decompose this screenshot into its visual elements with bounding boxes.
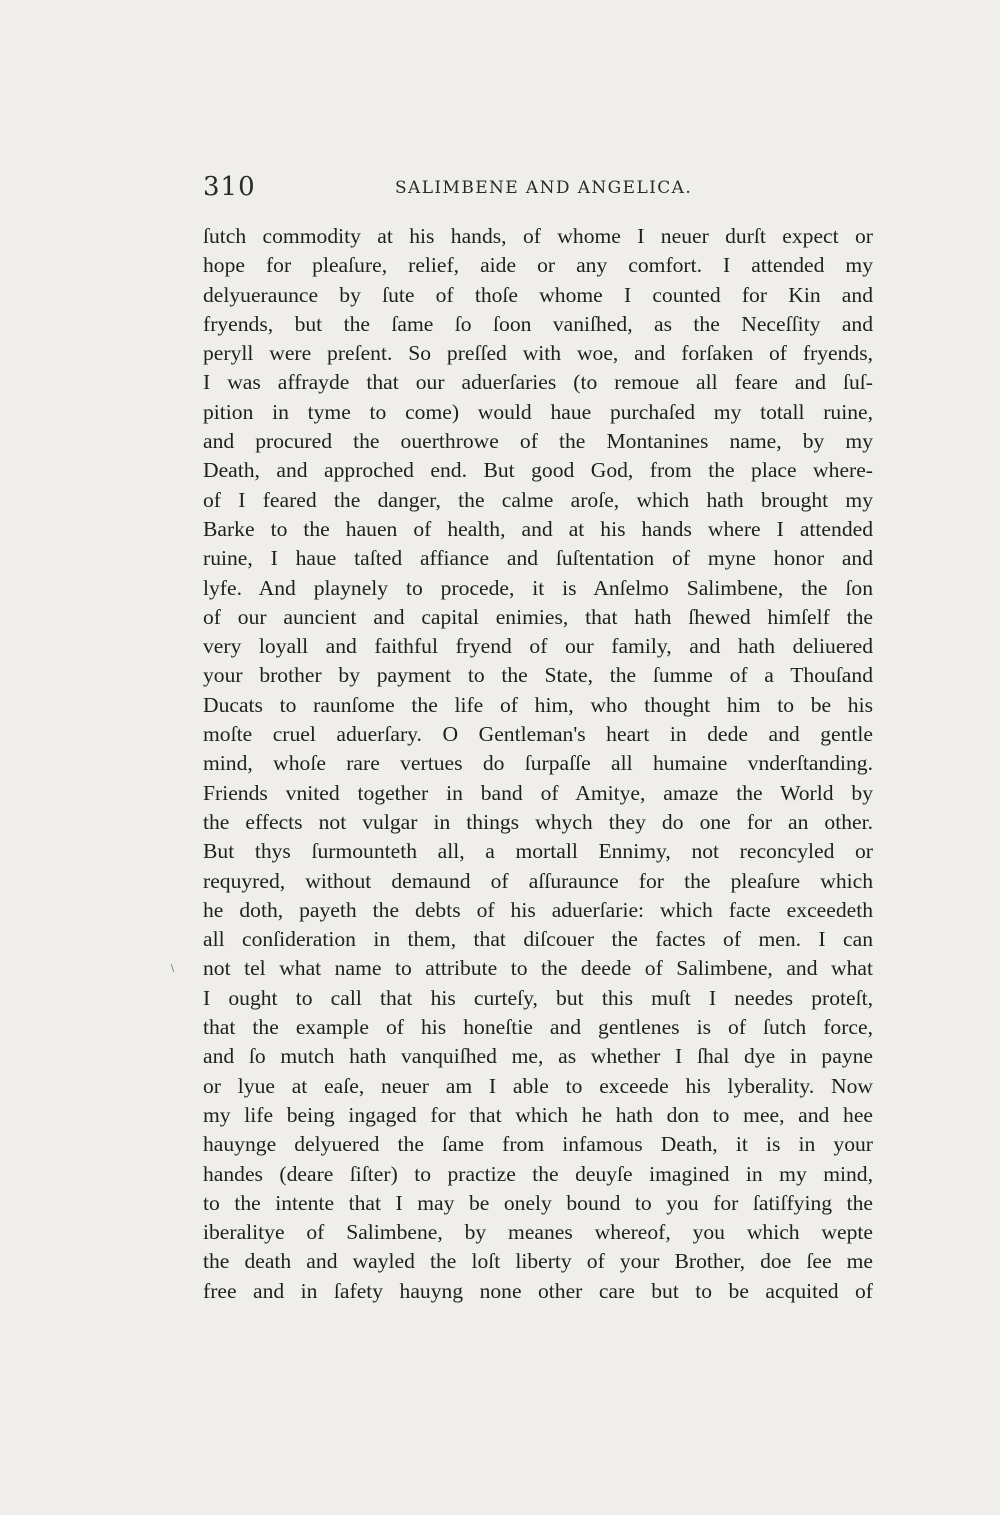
margin-mark bbox=[171, 964, 174, 972]
text-line: Barke to the hauen of health, and at his hands where I attended bbox=[203, 516, 873, 541]
text-line: ſutch commodity at his hands, of whome I neuer durſt expect or bbox=[203, 224, 873, 248]
text-line: free and in ſafety hauyng none other care but to be acquited of bbox=[203, 1278, 873, 1303]
text-line: not tel what name to attribute to the deede of Salimbene, and what bbox=[203, 956, 873, 981]
text-line: handes (deare ſiſter) to practize the deuyſe imagined in my mind, bbox=[203, 1161, 873, 1186]
text-line: very loyall and faithful fryend of our family, and hath deliuered bbox=[203, 634, 873, 659]
text-line: and ſo mutch hath vanquiſhed me, as whether I ſhal dye in payne bbox=[203, 1044, 873, 1069]
text-line: of I feared the danger, the calme aroſe, which hath brought my bbox=[203, 487, 873, 512]
page-header-title: SALIMBENE AND ANGELICA. bbox=[395, 178, 693, 198]
text-line: your brother by payment to the State, the ſumme of a Thouſand bbox=[203, 663, 873, 688]
running-head bbox=[203, 168, 873, 208]
page-number: 310 bbox=[203, 172, 256, 202]
text-line: mind, whoſe rare vertues do ſurpaſſe all humaine vnderſtanding. bbox=[203, 751, 873, 776]
text-line: requyred, without demaund of aſſuraunce for the pleaſure which bbox=[203, 868, 873, 893]
text-line: delyueraunce by ſute of thoſe whome I counted for Kin and bbox=[203, 282, 873, 307]
text-line: the death and wayled the loſt liberty of your Brother, doe ſee me bbox=[203, 1249, 873, 1274]
text-line: that the example of his honeſtie and gentlenes is of ſutch force, bbox=[203, 1015, 873, 1040]
text-line: I was affrayde that our aduerſaries (to remoue all feare and ſuſ- bbox=[203, 370, 873, 395]
text-line: pition in tyme to come) would haue purchaſed my totall ruine, bbox=[203, 399, 873, 424]
text-line: to the intente that I may be onely bound to you for ſatiſfying the bbox=[203, 1190, 873, 1215]
text-line: I ought to call that his curteſy, but this muſt I needes proteſt, bbox=[203, 985, 873, 1010]
text-line: of our auncient and capital enimies, that hath ſhewed himſelf the bbox=[203, 604, 873, 629]
text-line: he doth, payeth the debts of his aduerſarie: which facte exceedeth bbox=[203, 897, 873, 922]
text-line: Friends vnited together in band of Amitye, amaze the World by bbox=[203, 780, 873, 805]
text-line: fryends, but the ſame ſo ſoon vaniſhed, as the Neceſſity and bbox=[203, 311, 873, 336]
text-line: the effects not vulgar in things whych they do one for an other. bbox=[203, 809, 873, 834]
text-line: and procured the ouerthrowe of the Montanines name, by my bbox=[203, 429, 873, 454]
text-line: Death, and approched end. But good God, from the place where- bbox=[203, 458, 873, 483]
body-text bbox=[203, 222, 873, 1306]
text-line: or lyue at eaſe, neuer am I able to exceede his lyberality. Now bbox=[203, 1073, 873, 1098]
text-line: iberalitye of Salimbene, by meanes whereof, you which wepte bbox=[203, 1220, 873, 1245]
text-line: all conſideration in them, that diſcouer the factes of men. I can bbox=[203, 927, 873, 952]
text-line: But thys ſurmounteth all, a mortall Ennimy, not reconcyled or bbox=[203, 839, 873, 864]
text-line: peryll were preſent. So preſſed with woe, and forſaken of fryends, bbox=[203, 341, 873, 366]
text-line: ruine, I haue taſted affiance and ſuſtentation of myne honor and bbox=[203, 546, 873, 571]
text-line: hope for pleaſure, relief, aide or any comfort. I attended my bbox=[203, 253, 873, 278]
text-line: moſte cruel aduerſary. O Gentleman's heart in dede and gentle bbox=[203, 722, 873, 747]
text-line: my life being ingaged for that which he hath don to mee, and hee bbox=[203, 1102, 873, 1127]
text-line: Ducats to raunſome the life of him, who thought him to be his bbox=[203, 692, 873, 717]
text-line: hauynge delyuered the ſame from infamous Death, it is in your bbox=[203, 1132, 873, 1157]
text-line: lyfe. And playnely to procede, it is Anſelmo Salimbene, the ſon bbox=[203, 575, 873, 600]
